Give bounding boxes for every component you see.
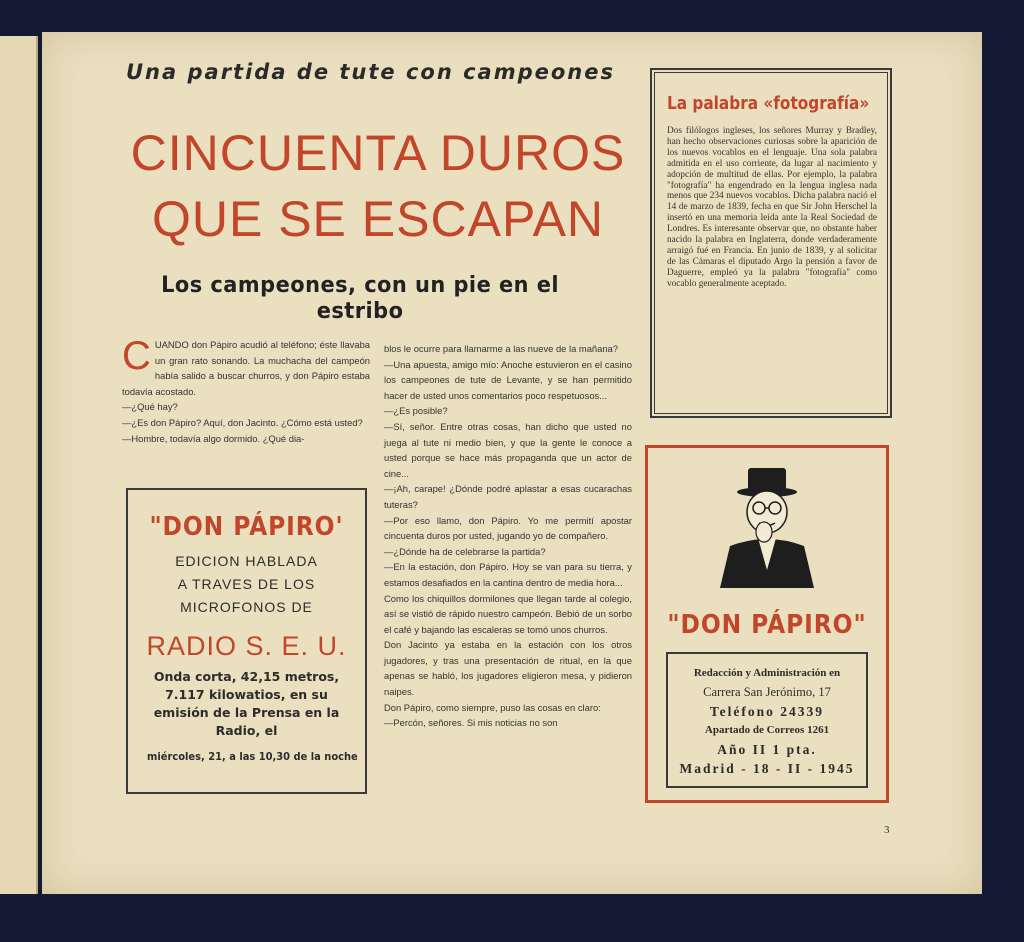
paragraph: Como los chiquillos dormilones que llegan tarde al colegio, así se vistió de rápido nuestro campeón. Bebió de un sorbo el café y bajando las escaleras se tomó unos churros. bbox=[384, 592, 632, 635]
article-column-1 bbox=[122, 334, 370, 446]
article-kicker: Una partida de tute con campeones bbox=[126, 60, 615, 84]
article-headline bbox=[118, 120, 638, 252]
ad-line: MICROFONOS DE bbox=[180, 599, 313, 615]
masthead-phone: Teléfono 24339 bbox=[709, 704, 825, 719]
broadcast-detail: Onda corta, 42,15 metros, 7.117 kilowatios, en su emisión de la Prensa en la Radio, el bbox=[153, 669, 340, 738]
radio-station-name: RADIO S. E. U. bbox=[146, 631, 347, 661]
previous-page-edge bbox=[0, 36, 38, 894]
masthead-year-price: Año II 1 pta. bbox=[717, 742, 817, 757]
ad-title: "DON PÁPIRO' bbox=[149, 512, 344, 542]
paragraph: —¿Qué hay? bbox=[122, 401, 178, 413]
broadcast-schedule: miércoles, 21, a las 10,30 de la noche bbox=[147, 750, 358, 763]
paragraph: —Por eso llamo, don Pápiro. Yo me permití apostar cincuenta duros por usted, jugando yo de compañero. bbox=[384, 514, 632, 542]
masthead-info-box bbox=[666, 652, 868, 788]
paragraph: —En la estación, don Pápiro. Hoy se van para su tierra, y estamos desafiados en la cantina dentro de media hora... bbox=[384, 561, 632, 588]
sidebar-box bbox=[650, 68, 892, 418]
paragraph: —Sí, señor. Entre otras cosas, han dicho que usted no juega al tute ni medio bien, y que la gente le conoce a usted porque se hace más propaganda que un actor de cine... bbox=[384, 420, 632, 479]
radio-advertisement bbox=[126, 488, 367, 794]
masthead-advertisement bbox=[645, 445, 889, 803]
sidebar-body: Dos filólogos ingleses, los señores Murray y Bradley, han hecho observaciones curiosas sobre la aparición de los nuevos vocablos en el lenguaje. Una sola palabra admitida en el uso corriente, da lugar al nacimiento y adopción de multitud de ellas. Por ejemplo, la palabra "fotografía" ha engendrado en la lengua inglesa nada menos que 234 nuevos vocablos. Dicha palabra nació el 14 de marzo de 1839, fecha en que Sir John Herschel la insertó en una memoria leída ante la Real Sociedad de Londres. Es interesante observar que, no obstante haber nacido la palabra en Inglaterra, donde verdaderamente arraigó fué en Francia. En junio de 1839, y al solicitar de las Cámaras el diputado Argo la pensión a favor de Daguerre, empleó ya la palabra "fotografía" como vocablo generalmente aceptado. bbox=[667, 126, 877, 289]
paragraph: UANDO don Pápiro acudió al teléfono; éste llavaba un gran rato sonando. La muchacha del campeón había salido a buscar churros, y don Pápiro estaba todavía acostado. bbox=[122, 339, 370, 397]
drop-cap: C bbox=[122, 334, 151, 378]
ad-line: A TRAVES DE LOS bbox=[177, 576, 316, 592]
masthead-line: Redacción y Administración en bbox=[693, 667, 841, 679]
headline-line-1: CINCUENTA DUROS bbox=[130, 125, 626, 181]
ad-title: "DON PÁPIRO" bbox=[667, 610, 867, 640]
paragraph: blos le ocurre para llamarme a las nueve de la mañana? bbox=[384, 343, 618, 354]
ad-line: EDICION HABLADA bbox=[175, 553, 318, 569]
paragraph: —¿Dónde ha de celebrarse la partida? bbox=[384, 545, 546, 557]
headline-line-2: QUE SE ESCAPAN bbox=[151, 191, 605, 247]
paragraph: Don Jacinto ya estaba en la estación con los otros jugadores, y tras una presentación de ritual, en la que apenas se habló, los jugadores eligieron mesa, y pidieron naipes. bbox=[384, 639, 632, 698]
masthead-po-box: Apartado de Correos 1261 bbox=[704, 724, 830, 736]
paragraph: —¿Es don Pápiro? Aquí, don Jacinto. ¿Cómo está usted? bbox=[122, 416, 363, 428]
paragraph: —¿Es posible? bbox=[384, 405, 448, 417]
paragraph: —¡Ah, carape! ¿Dónde podré aplastar a esas cucarachas tuteras? bbox=[384, 483, 632, 510]
paragraph: —Hombre, todavía algo dormido. ¿Qué dia- bbox=[122, 432, 305, 444]
page-number: 3 bbox=[884, 824, 890, 836]
paragraph: —Una apuesta, amigo mío: Anoche estuvieron en el casino los campeones de tute de Levante, y se han permitido hacer de usted unos comentarios poco respetuosos... bbox=[384, 358, 632, 401]
magazine-page bbox=[42, 32, 982, 894]
masthead-date: Madrid - 18 - II - 1945 bbox=[679, 761, 855, 776]
masthead-address: Carrera San Jerónimo, 17 bbox=[703, 685, 831, 699]
paragraph: —Percón, señores. Si mis noticias no son bbox=[384, 717, 558, 729]
sidebar-title: La palabra «fotografía» bbox=[667, 93, 870, 114]
caricature-illustration bbox=[712, 466, 822, 588]
article-column-2 bbox=[384, 341, 632, 731]
paragraph: Don Pápiro, como siempre, puso las cosas en claro: bbox=[384, 701, 601, 713]
sidebar-inner-frame bbox=[654, 72, 888, 414]
article-subhead: Los campeones, con un pie en el estribo bbox=[161, 272, 560, 324]
